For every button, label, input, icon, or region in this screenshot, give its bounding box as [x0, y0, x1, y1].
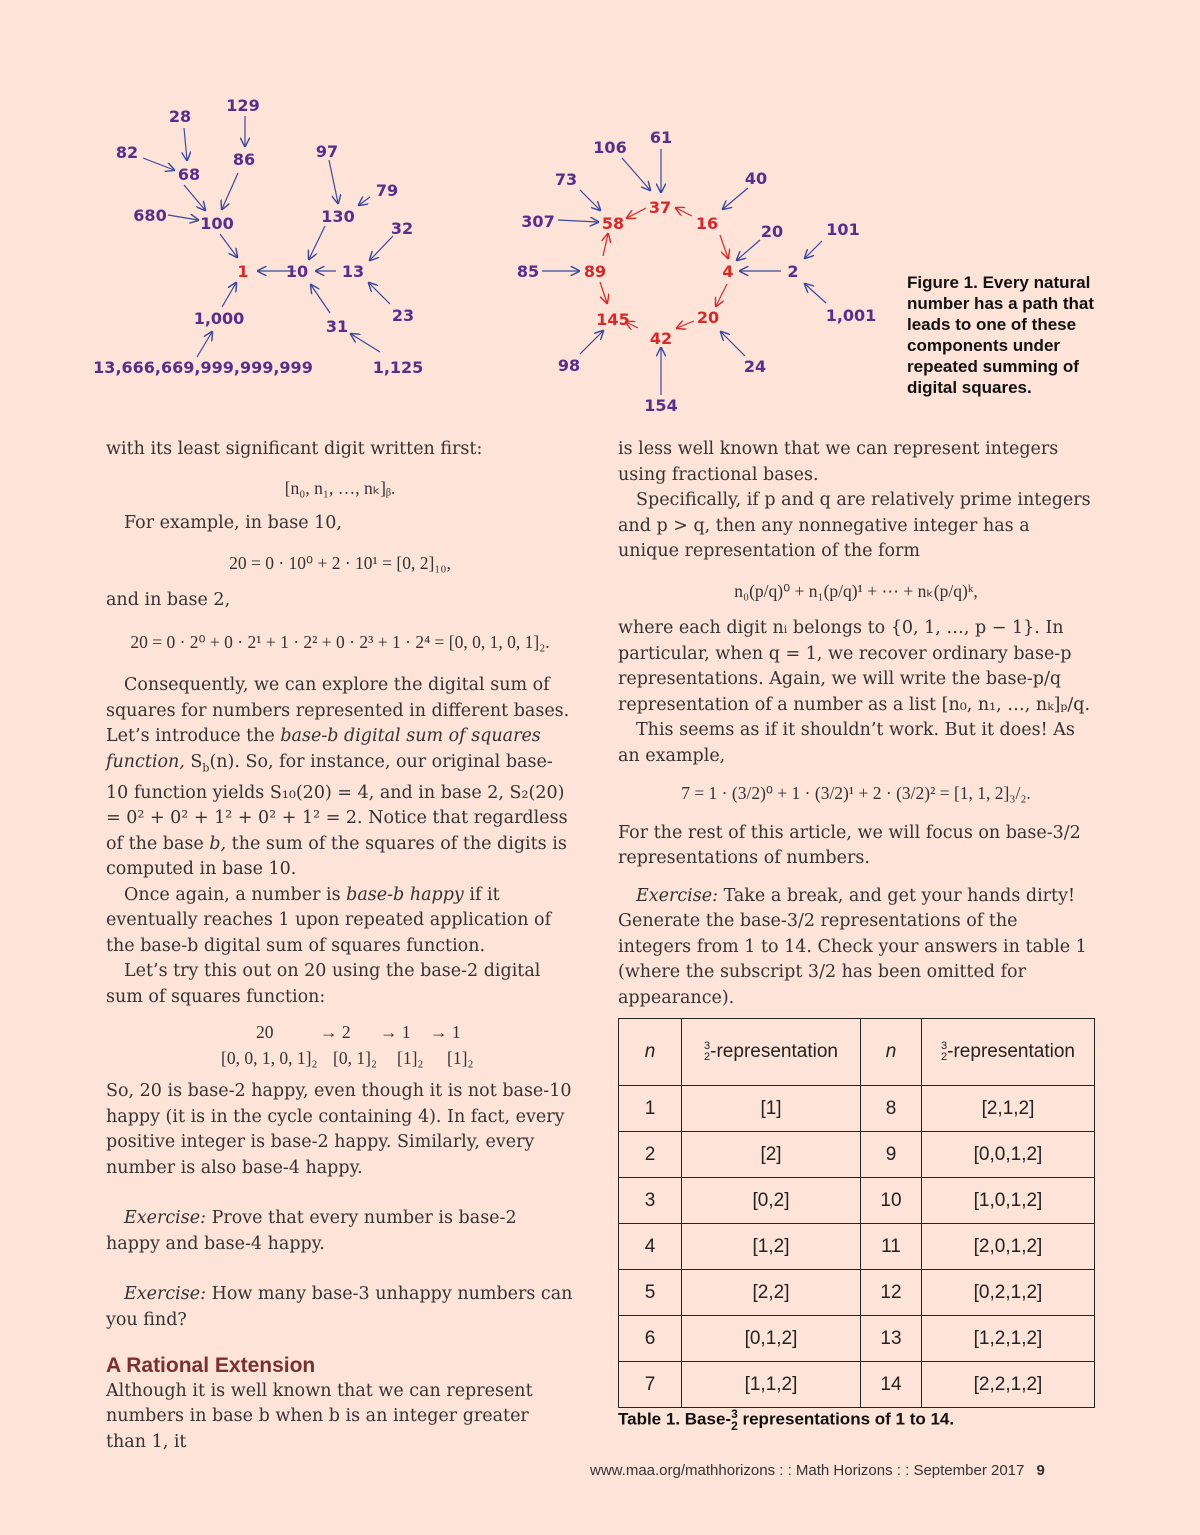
paragraph: Let’s try this out on 20 using the base-2 digital sum of squares function: [106, 961, 541, 1007]
table-row [619, 1178, 1095, 1224]
paragraph: where each digit nᵢ belongs to {0, 1, …, p − 1}. In particular, when q = 1, we recover ordinary base-p representations. Again, we will write the base-p/q representation of a number as a list [n₀, n₁, …, nₖ]ₚ/q. [618, 618, 1091, 715]
col-header-n: n [861, 1019, 922, 1086]
footer [590, 1462, 1045, 1479]
table-cell: 1 [619, 1086, 682, 1132]
table-cell: [2,2] [682, 1270, 861, 1316]
cycle-node-20: 20 [696, 308, 720, 327]
table-cell: [2,2,1,2] [922, 1362, 1095, 1408]
paragraph: So, 20 is base-2 happy, even though it is not base-10 happy (it is in the cycle containing 4). In fact, every positive integer is base-2 happy. Similarly, every number is also base-4 happy. [106, 1081, 572, 1178]
node-20b: 20 [760, 222, 784, 241]
node-13: 13 [341, 262, 365, 281]
exercise: Exercise: Prove that every number is base-2 happy and base-4 happy. [106, 1208, 517, 1254]
equation: 20 = 0 · 2⁰ + 0 · 2¹ + 1 · 2² + 0 · 2³ + 1 · 2⁴ = [0, 0, 1, 0, 1]₂. [130, 631, 550, 652]
table-cell: [1,2] [682, 1224, 861, 1270]
table-cell: [1,0,1,2] [922, 1178, 1095, 1224]
node-1125: 1,125 [372, 358, 424, 377]
table-caption: Table 1. Base- 3 2 representations of 1 to 14. [618, 1407, 955, 1433]
table-row [619, 1362, 1095, 1408]
paragraph: and in base 2, [106, 590, 231, 610]
paragraph: This seems as if it shouldn’t work. But it does! As an example, [618, 720, 1075, 766]
table-row [619, 1270, 1095, 1316]
node-73: 73 [554, 170, 578, 189]
node-31: 31 [325, 317, 349, 336]
table-cell: 10 [861, 1178, 922, 1224]
table-cell: 9 [861, 1132, 922, 1178]
equation: 7 = 1 · (3/2)⁰ + 1 · (3/2)¹ + 2 · (3/2)² = [1, 1, 2]₃/₂. [681, 783, 1031, 803]
node-154: 154 [644, 396, 678, 415]
cycle-node-42: 42 [649, 329, 673, 348]
node-61: 61 [649, 128, 673, 147]
table-cell: [1,1,2] [682, 1362, 861, 1408]
table-cell: 7 [619, 1362, 682, 1408]
paragraph: Although it is well known that we can represent numbers in base b when b is an integer greater than 1, it [106, 1380, 533, 1452]
table-cell: 11 [861, 1224, 922, 1270]
table-cell: 4 [619, 1224, 682, 1270]
node-98: 98 [557, 356, 581, 375]
cycle-node-58: 58 [601, 214, 625, 233]
cycle-node-145: 145 [596, 310, 630, 329]
cycle-node-4: 4 [722, 262, 734, 281]
table-cell: 13 [861, 1316, 922, 1362]
paragraph: For example, in base 10, [124, 513, 342, 533]
table-cell: 3 [619, 1178, 682, 1224]
paragraph: is less well known that we can represent integers using fractional bases. [618, 439, 1059, 485]
table-cell: [1] [682, 1086, 861, 1132]
node-1000: 1,000 [193, 309, 245, 328]
cycle-node-89: 89 [583, 262, 607, 281]
table-cell: [2,1,2] [922, 1086, 1095, 1132]
table-cell: [0,0,1,2] [922, 1132, 1095, 1178]
node-68: 68 [177, 165, 201, 184]
node-101: 101 [826, 220, 860, 239]
node-1: 1 [237, 262, 249, 281]
table-cell: 14 [861, 1362, 922, 1408]
table-row [619, 1224, 1095, 1270]
table-cell: [1,2,1,2] [922, 1316, 1095, 1362]
node-2: 2 [787, 262, 799, 281]
node-24: 24 [743, 357, 767, 376]
col-header-representation: 3 2 -representation [682, 1019, 861, 1086]
node-106: 106 [593, 138, 627, 157]
representation-table [618, 1018, 1095, 1408]
paragraph: Consequently, we can explore the digital sum of squares for numbers represented in different bases. Let’s introduce the base-b digital sum of squares function, $S_b(n)$. So, for instance, our original base-10 function yields S₁₀(20) = 4, and in base 2, S₂(20) = 0² + 0² + 1² + 0² + 1² = 2. Notice that regardless of the base b, the sum of the squares of the digits is computed in base 10. [106, 675, 570, 879]
node-100: 100 [200, 214, 234, 233]
node-10: 10 [285, 262, 309, 281]
cycle-node-16: 16 [695, 214, 719, 233]
table-header [619, 1019, 1095, 1086]
exercise: Exercise: How many base-3 unhappy numbers can you find? [106, 1284, 573, 1330]
paragraph: with its least significant digit written first: [106, 439, 483, 459]
node-680: 680 [133, 206, 167, 225]
node-32: 32 [390, 219, 414, 238]
footer-text: www.maa.org/mathhorizons : : Math Horizons : : September 2017 [590, 1462, 1025, 1479]
table-cell: [2] [682, 1132, 861, 1178]
paragraph: Specifically, if p and q are relatively prime integers and p > q, then any nonnegative integer has a unique representation of the form [618, 490, 1091, 561]
cycle-node-37: 37 [648, 198, 672, 217]
node-130: 130 [321, 207, 355, 226]
page-number: 9 [1036, 1462, 1045, 1479]
table-cell: [0,1,2] [682, 1316, 861, 1362]
table-cell: 6 [619, 1316, 682, 1362]
left-tree-labels [93, 96, 423, 377]
table-row [619, 1316, 1095, 1362]
node-big: 13,666,669,999,999,999 [93, 358, 313, 377]
node-28: 28 [168, 107, 192, 126]
table-cell: 2 [619, 1132, 682, 1178]
table-cell: [0,2,1,2] [922, 1270, 1095, 1316]
node-40: 40 [744, 169, 768, 188]
left-column [106, 437, 574, 1455]
left-tree-edges [143, 116, 393, 357]
chain: 20 → 2 → 1 → 1 [0, 0, 1, 0, 1]₂ [0, 1]₂ [1]₂ [1]₂ [221, 1022, 474, 1068]
col-header-representation: 3 2 -representation [922, 1019, 1095, 1086]
node-79: 79 [375, 181, 399, 200]
node-97: 97 [315, 142, 339, 161]
paragraph: Once again, a number is base-b happy if it eventually reaches 1 upon repeated application of the base-b digital sum of squares function. [106, 884, 552, 956]
table-cell: 5 [619, 1270, 682, 1316]
figure-caption: Figure 1. Every natural number has a path that leads to one of these components under repeated summing of digital squares. [907, 273, 1095, 397]
table-cell: [0,2] [682, 1178, 861, 1224]
table-cell: 8 [861, 1086, 922, 1132]
table-row [619, 1132, 1095, 1178]
paragraph: For the rest of this article, we will focus on base-3/2 representations of numbers. [618, 822, 1081, 868]
node-1001: 1,001 [825, 306, 877, 325]
equation: 20 = 0 · 10⁰ + 2 · 10¹ = [0, 2]₁₀, [229, 552, 451, 573]
node-129: 129 [226, 96, 260, 115]
equation: n₀(p/q)⁰ + n₁(p/q)¹ + ⋯ + nₖ(p/q)ᵏ, [734, 580, 978, 601]
table-cell: 12 [861, 1270, 922, 1316]
node-307: 307 [521, 212, 555, 231]
right-column [618, 437, 1094, 1011]
table-row [619, 1086, 1095, 1132]
node-23: 23 [391, 306, 415, 325]
equation: [n₀, n₁, …, nₖ]ᵦ. [284, 477, 396, 498]
node-86: 86 [232, 150, 256, 169]
node-85: 85 [516, 262, 540, 281]
exercise: Exercise: Take a break, and get your hands dirty! Generate the base-3/2 representations of the integers from 1 to 14. Check your answers in table 1 (where the subscript 3/2 has been omitted for appearance). [618, 885, 1087, 1008]
node-82: 82 [115, 143, 139, 162]
section-heading: A Rational Extension [106, 1354, 316, 1377]
table-cell: [2,0,1,2] [922, 1224, 1095, 1270]
col-header-n: n [619, 1019, 682, 1086]
